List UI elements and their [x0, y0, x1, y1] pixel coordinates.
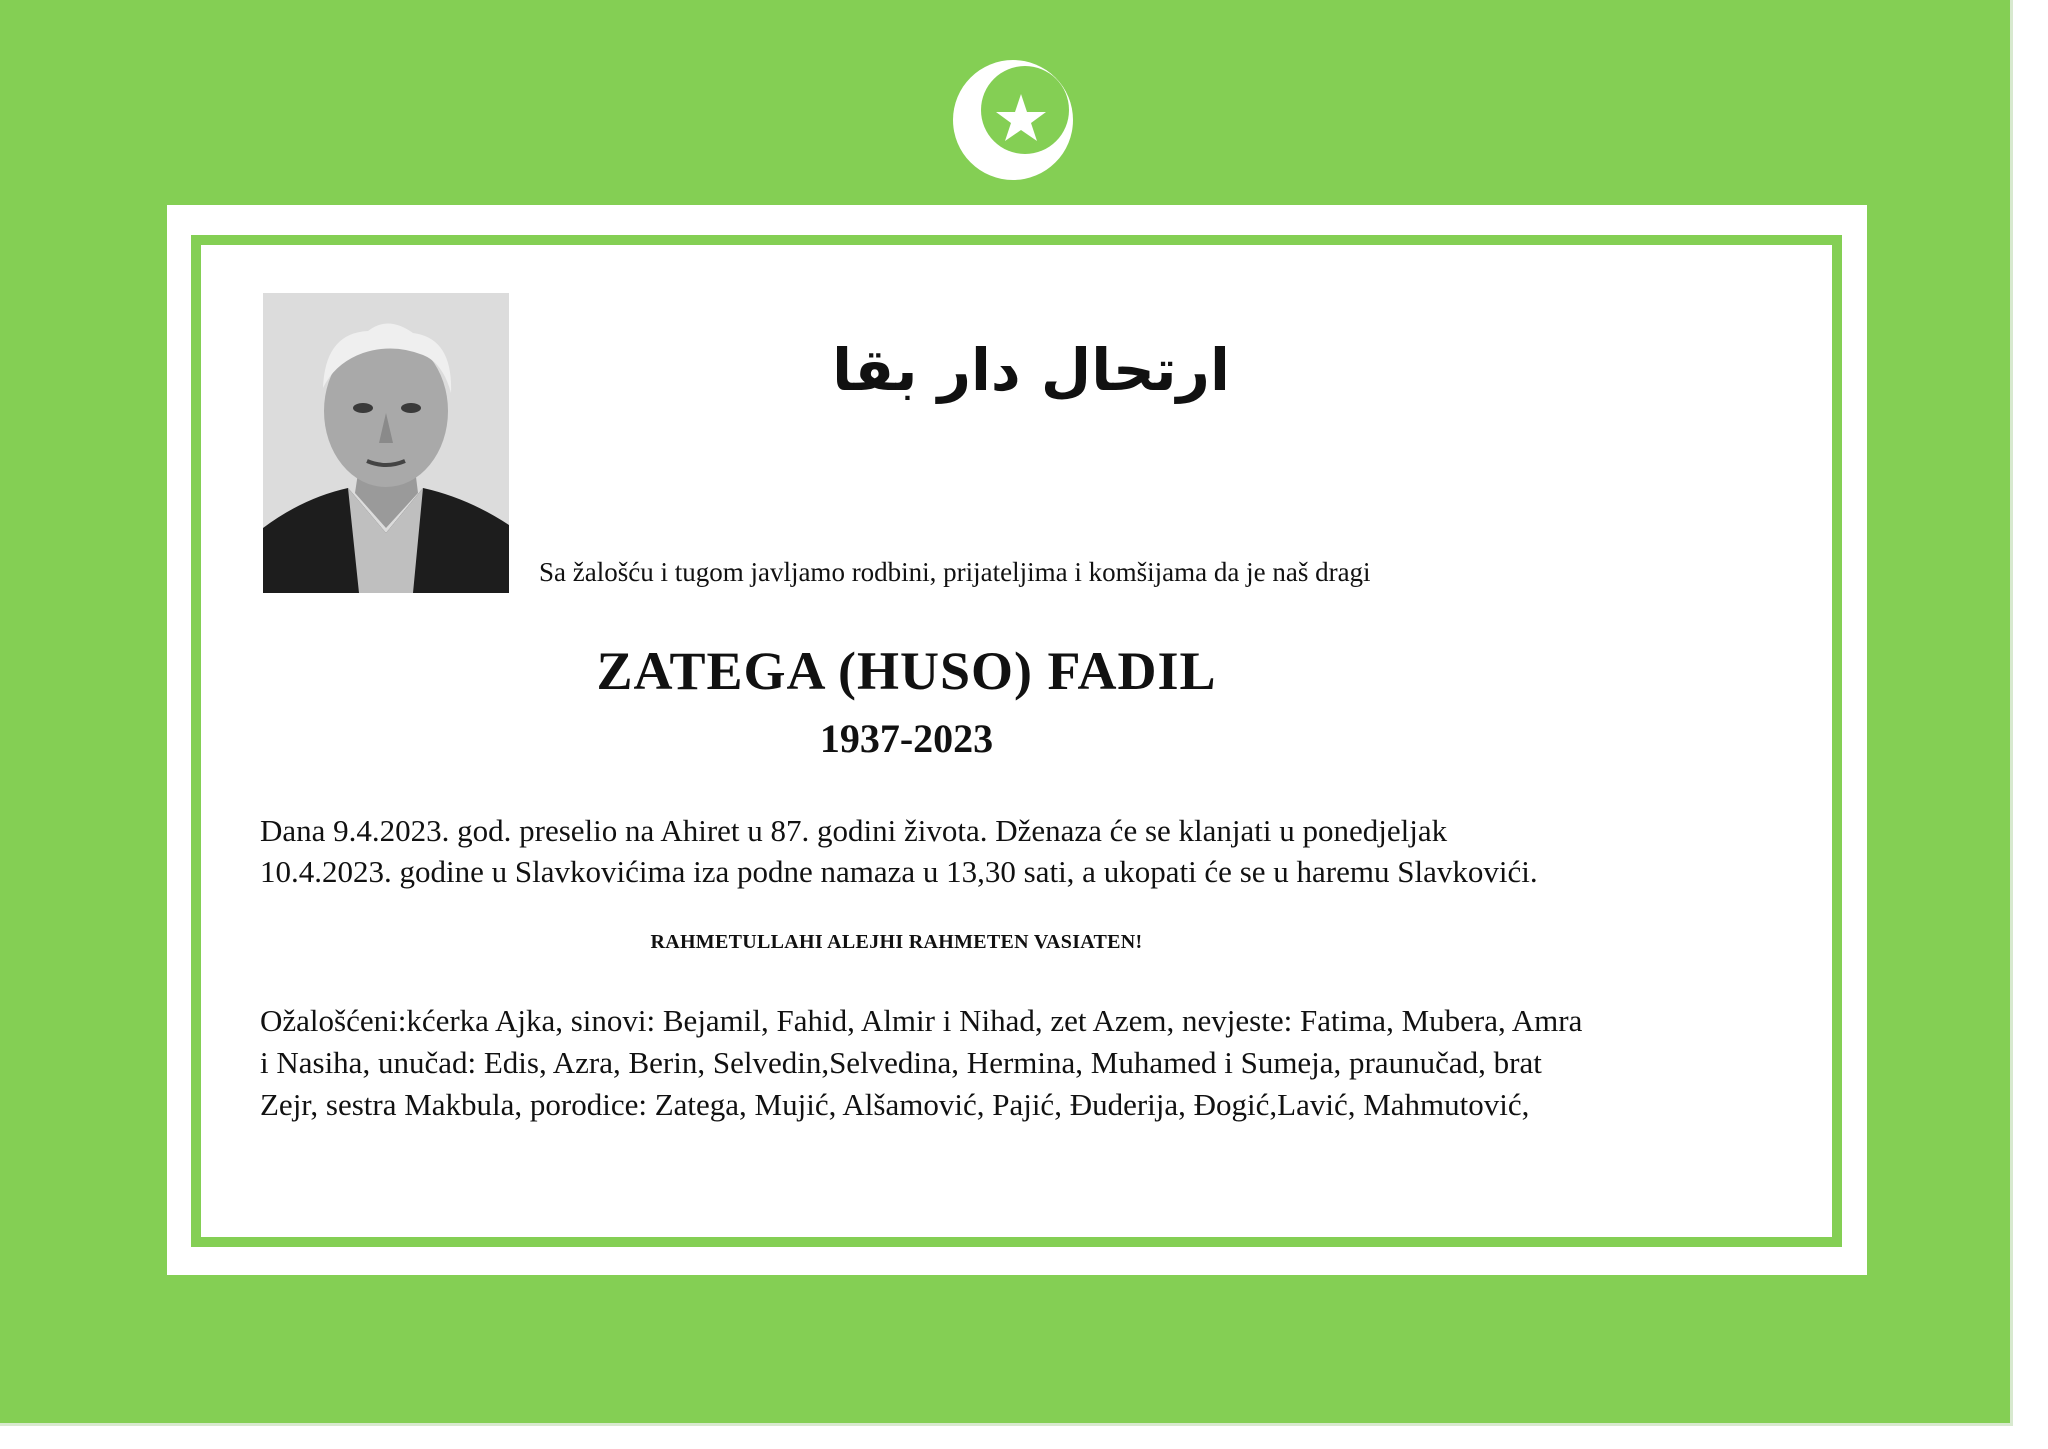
mourners-list	[260, 1000, 1820, 1126]
mourners-line: Ožalošćeni:kćerka Ajka, sinovi: Bejamil, Fahid, Almir i Nihad, zet Azem, nevjeste: Fatima, Mubera, Amra	[260, 1003, 1583, 1038]
deceased-name	[201, 640, 1852, 702]
funeral-details-line: 10.4.2023. godine u Slavkovićima iza podne namaza u 13,30 sati, a ukopati će se u haremu Slavkovići.	[260, 854, 1538, 889]
life-years	[201, 715, 1852, 762]
arabic-calligraphy	[832, 295, 1230, 425]
funeral-details	[260, 810, 1820, 892]
life-years-text: 1937-2023	[819, 716, 994, 761]
mourners-line: i Nasiha, unučad: Edis, Azra, Berin, Selvedin,Selvedina, Hermina, Muhamed i Sumeja, praunučad, brat	[260, 1045, 1542, 1080]
intro-text: Sa žalošću i tugom javljamo rodbini, prijateljima i komšijama da je naš dragi	[539, 557, 1371, 587]
funeral-details-line: Dana 9.4.2023. god. preselio na Ahiret u 87. godini života. Dženaza će se klanjati u ponedjeljak	[260, 813, 1448, 848]
mourners-line: Zejr, sestra Makbula, porodice: Zatega, Mujić, Alšamović, Pajić, Đuderija, Đogić,Lavić, Mahmutović,	[260, 1087, 1530, 1122]
closing-prayer	[201, 931, 1852, 954]
portrait-photo	[263, 293, 509, 593]
closing-prayer-text: RAHMETULLAHI ALEJHI RAHMETEN VASIATEN!	[650, 931, 1143, 953]
deceased-name-text: ZATEGA (HUSO) FADIL	[596, 641, 1217, 701]
calligraphy-text: ارتحال دار بقا	[832, 336, 1230, 404]
notice-card	[167, 205, 1867, 1275]
crescent-star-icon	[951, 58, 1075, 182]
notice-frame	[191, 235, 1842, 1247]
